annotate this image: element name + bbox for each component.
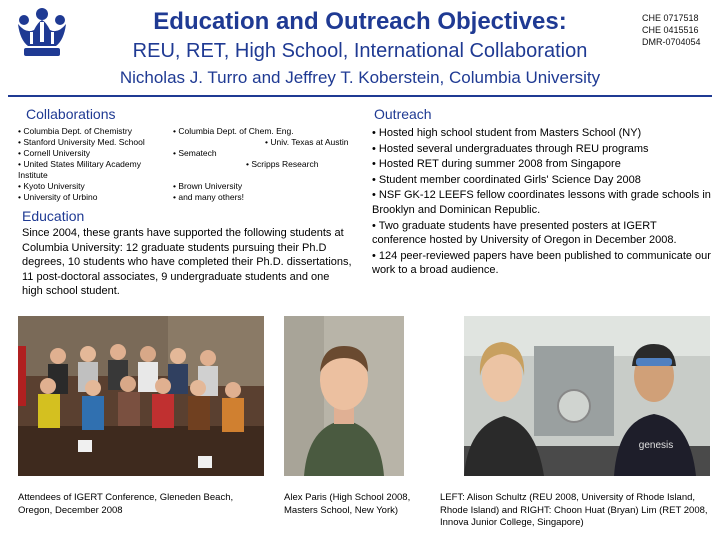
header-divider xyxy=(8,95,712,97)
collab-item: • Stanford University Med. School xyxy=(18,137,145,147)
outreach-item: • Hosted several undergraduates through REU programs xyxy=(372,142,649,155)
alex-photo-caption: Alex Paris (High School 2008, Masters School, New York) xyxy=(284,492,411,516)
lab-photo xyxy=(464,316,710,476)
education-text: Since 2004, these grants have supported the following students at Columbia University: 12 graduate students pursuing their Ph.D degrees, 10 students who have completed their Ph.D. dissertations, 11 post-doctoral associates, 9 undergraduate students and one high school student. xyxy=(22,227,352,298)
alex-photo xyxy=(284,316,404,476)
grant-number: CHE 0717518 xyxy=(642,13,699,23)
lab-photo-caption: LEFT: Alison Schultz (REU 2008, University of Rhode Island, Rhode Island) and RIGHT: Choon Huat (Bryan) Lim (RET 2008, Innova Junior College, Singapore) xyxy=(440,492,708,528)
outreach-item: • 124 peer-reviewed papers have been published to communicate our work to a broad audience. xyxy=(372,249,711,277)
outreach-item: • Student member coordinated Girls' Science Day 2008 xyxy=(372,173,641,186)
collab-item: • Sematech xyxy=(173,148,217,158)
collab-item: • United States Military Academy xyxy=(18,159,141,169)
outreach-heading: Outreach xyxy=(374,106,432,122)
collab-item: • Columbia Dept. of Chemistry xyxy=(18,126,132,136)
collab-item: • University of Urbino xyxy=(18,192,98,202)
outreach-item: • Two graduate students have presented posters at IGERT conference hosted by University of Oregon in December 2008. xyxy=(372,219,677,247)
outreach-item: • Hosted high school student from Masters School (NY) xyxy=(372,127,642,139)
outreach-item: • NSF GK-12 LEEFS fellow coordinates lessons with grade schools in Brooklyn and Dominican Republic. xyxy=(372,189,711,216)
collaborations-heading: Collaborations xyxy=(26,106,116,122)
outreach-item: • Hosted RET during summer 2008 from Singapore xyxy=(372,158,621,171)
group-photo xyxy=(18,316,264,476)
crown-icon xyxy=(14,6,70,58)
collab-item: • Cornell University xyxy=(18,148,90,158)
collab-item: • Scripps Research xyxy=(246,159,319,169)
page-title: Education and Outreach Objectives: xyxy=(153,8,567,35)
group-photo-caption: Attendees of IGERT Conference, Gleneden Beach, Oregon, December 2008 xyxy=(18,492,234,516)
collab-item: • and many others! xyxy=(173,192,245,202)
collaborations-list xyxy=(18,126,363,204)
education-heading: Education xyxy=(22,208,85,224)
grant-number: DMR-0704054 xyxy=(642,37,701,47)
collab-item: • Univ. Texas at Austin xyxy=(265,137,349,147)
page-subtitle: REU, RET, High School, International Collaboration xyxy=(132,40,588,62)
authors-line: Nicholas J. Turro and Jeffrey T. Koberstein, Columbia University xyxy=(119,68,601,87)
columbia-logo xyxy=(14,6,70,58)
outreach-list xyxy=(372,126,712,279)
collab-item: Institute xyxy=(18,170,48,180)
collab-item: • Kyoto University xyxy=(18,181,85,191)
shirt-text: genesis xyxy=(638,440,674,451)
grant-number: CHE 0415516 xyxy=(642,25,699,35)
collab-item: • Brown University xyxy=(173,181,243,191)
grant-numbers xyxy=(642,12,701,48)
collab-item: • Columbia Dept. of Chem. Eng. xyxy=(173,126,294,136)
